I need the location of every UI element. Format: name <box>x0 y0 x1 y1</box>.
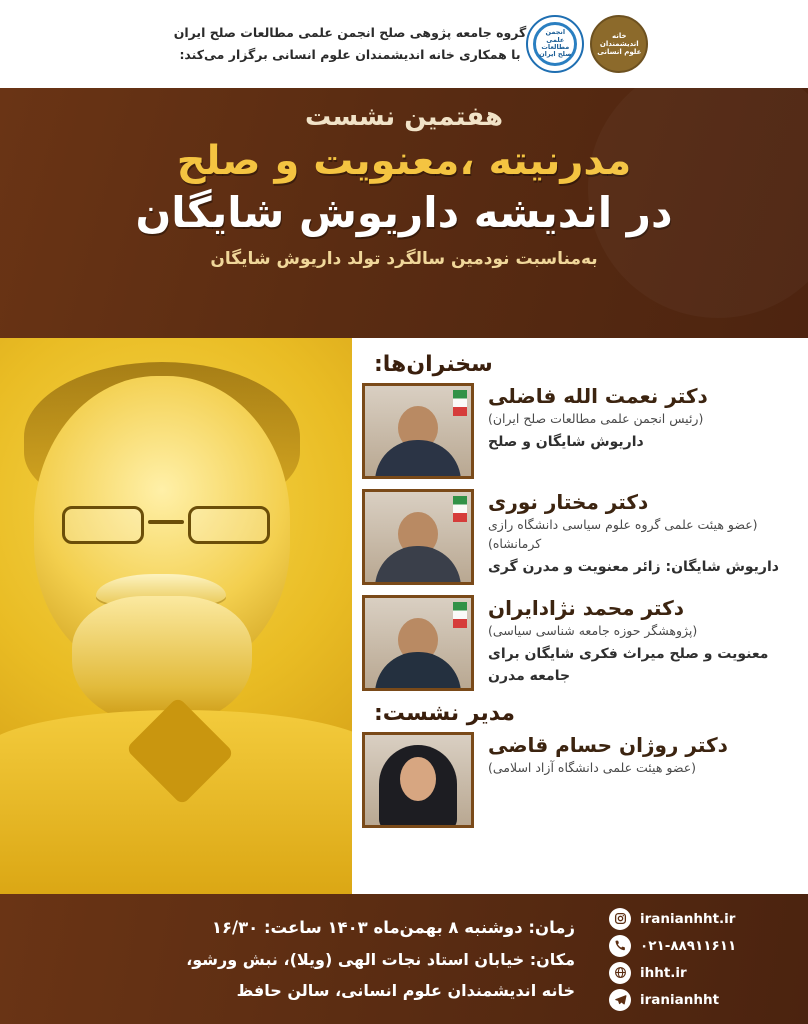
social-phone[interactable] <box>609 935 808 957</box>
social-telegram-handle: iranianhht <box>640 991 720 1008</box>
instagram-icon <box>609 908 631 930</box>
logo-left-caption: خانه اندیشمندان علوم انسانی <box>597 31 642 57</box>
moderator-affiliation: (عضو هیئت علمی دانشگاه آزاد اسلامی) <box>488 760 697 775</box>
organizer-text <box>174 22 527 66</box>
moderator-row <box>362 732 792 828</box>
portrait-glasses-icon <box>60 506 272 546</box>
speaker-torso <box>375 652 461 691</box>
globe-icon <box>609 962 631 984</box>
phone-icon <box>609 935 631 957</box>
speaker-row <box>362 383 792 479</box>
poster-body <box>0 338 808 894</box>
speaker-affiliation: (رئیس انجمن علمی مطالعات صلح ایران) <box>488 411 704 426</box>
logo-right-caption: انجمن علمی مطالعات صلح ایران <box>533 22 577 66</box>
speaker-name: دکتر محمد نژادایران <box>488 596 684 620</box>
speakers-panel <box>352 338 808 894</box>
event-title-line-2: در اندیشه داریوش شایگان <box>135 188 673 237</box>
house-of-humanities-logo-icon <box>590 15 648 73</box>
flag-icon <box>453 390 467 416</box>
speaker-affiliation: (پژوهشگر حوزه جامعه شناسی سیاسی) <box>488 623 698 638</box>
portrait-beard <box>72 596 252 726</box>
organizer-line-2: با همکاری خانه اندیشمندان علوم انسانی برگزار می‌کند: <box>179 47 521 62</box>
speaker-photo <box>362 383 474 479</box>
moderator-name: دکتر روژان حسام قاضی <box>488 733 728 757</box>
speaker-affiliation: (عضو هیئت علمی گروه علوم سیاسی دانشگاه رازی کرمانشاه) <box>488 517 758 551</box>
moderator-face <box>400 757 436 801</box>
social-instagram[interactable] <box>609 908 808 930</box>
glasses-right-lens <box>188 506 270 544</box>
glasses-bridge <box>148 520 184 524</box>
poster-footer <box>0 894 808 1024</box>
speaker-torso <box>375 440 461 479</box>
portrait-photo <box>0 338 352 894</box>
social-website-handle: ihht.ir <box>640 964 687 981</box>
social-instagram-handle: iranianhht.ir <box>640 910 736 927</box>
event-time: زمان: دوشنبه ۸ بهمن‌ماه ۱۴۰۳ ساعت: ۱۶/۳۰ <box>211 917 575 937</box>
title-band <box>0 88 808 338</box>
flag-icon <box>453 602 467 628</box>
speaker-topic: داریوش شایگان و صلح <box>488 433 644 450</box>
social-links <box>593 908 808 1011</box>
speaker-row <box>362 595 792 691</box>
speaker-photo <box>362 489 474 585</box>
speaker-name: دکتر نعمت الله فاضلی <box>488 384 708 408</box>
glasses-left-lens <box>62 506 144 544</box>
moderator-photo <box>362 732 474 828</box>
telegram-icon <box>609 989 631 1011</box>
speakers-label: سخنران‌ها: <box>374 352 493 377</box>
speaker-torso <box>375 546 461 585</box>
social-telegram[interactable] <box>609 989 808 1011</box>
event-title-line-1: مدرنیته ،معنویت و صلح <box>176 138 632 184</box>
moderator-label: مدیر نشست: <box>374 701 516 726</box>
event-subtitle: به‌مناسبت نودمین سالگرد تولد داریوش شایگان <box>210 249 598 269</box>
speaker-topic: معنویت و صلح میراث فکری شایگان برای جامعه مدرن <box>488 645 769 685</box>
social-website[interactable] <box>609 962 808 984</box>
logo-group <box>526 15 648 73</box>
flag-icon <box>453 496 467 522</box>
speaker-topic: داریوش شایگان: زائر معنویت و مدرن گری <box>488 558 779 575</box>
speaker-name: دکتر مختار نوری <box>488 490 649 514</box>
speaker-photo <box>362 595 474 691</box>
organizer-line-1: گروه جامعه پژوهی صلح انجمن علمی مطالعات صلح ایران <box>173 25 527 41</box>
peace-studies-association-logo-icon <box>526 15 584 73</box>
event-eyebrow: هفتمین نشست <box>304 102 504 132</box>
event-details <box>0 912 593 1007</box>
event-place-line-2: خانه اندیشمندان علوم انسانی، سالن حافظ <box>236 981 575 1001</box>
social-phone-number: ۰۲۱-۸۸۹۱۱۶۱۱ <box>640 937 737 954</box>
event-place-line-1: مکان: خیابان استاد نجات الهی (ویلا)، نبش ورشو، <box>186 949 575 969</box>
speaker-row <box>362 489 792 585</box>
